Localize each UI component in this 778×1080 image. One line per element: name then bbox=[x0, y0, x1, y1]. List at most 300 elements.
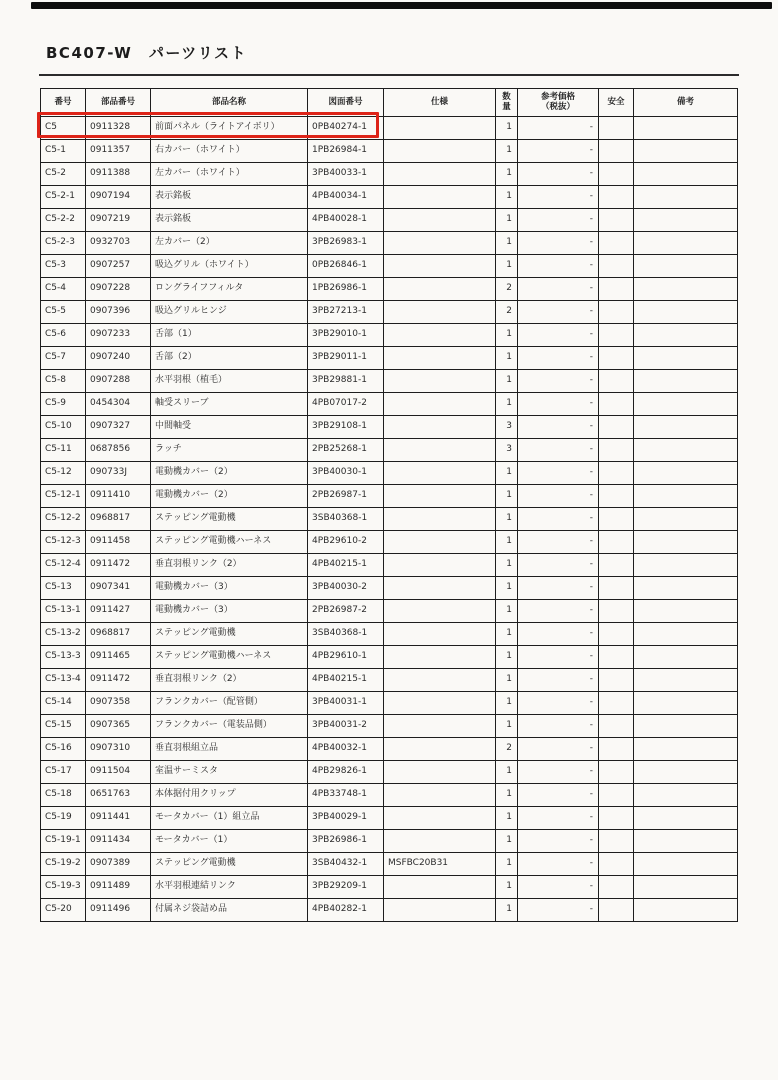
table-row bbox=[41, 301, 738, 324]
cell-remarks bbox=[634, 554, 738, 577]
cell-part-name: 垂直羽根リンク（2） bbox=[151, 669, 308, 692]
cell-drawing-number: 4PB40215-1 bbox=[308, 554, 384, 577]
cell-number: C5-12-4 bbox=[41, 554, 86, 577]
cell-drawing-number: 4PB07017-2 bbox=[308, 393, 384, 416]
cell-spec bbox=[384, 393, 496, 416]
cell-safety bbox=[599, 370, 634, 393]
cell-part-name: ステッピング電動機ハーネス bbox=[151, 646, 308, 669]
cell-part-name: 舌部（1） bbox=[151, 324, 308, 347]
cell-ref-price: - bbox=[518, 462, 599, 485]
cell-drawing-number: 3PB26986-1 bbox=[308, 830, 384, 853]
cell-spec: MSFBC20B31 bbox=[384, 853, 496, 876]
table-row bbox=[41, 761, 738, 784]
cell-ref-price: - bbox=[518, 577, 599, 600]
cell-quantity: 3 bbox=[496, 416, 518, 439]
table-row bbox=[41, 623, 738, 646]
cell-number: C5-11 bbox=[41, 439, 86, 462]
cell-drawing-number: 3PB40030-1 bbox=[308, 462, 384, 485]
cell-safety bbox=[599, 301, 634, 324]
cell-drawing-number: 3SB40368-1 bbox=[308, 508, 384, 531]
table-row bbox=[41, 577, 738, 600]
cell-spec bbox=[384, 784, 496, 807]
cell-ref-price: - bbox=[518, 163, 599, 186]
cell-ref-price: - bbox=[518, 761, 599, 784]
table-row bbox=[41, 807, 738, 830]
table-row bbox=[41, 899, 738, 922]
cell-spec bbox=[384, 232, 496, 255]
table-row bbox=[41, 439, 738, 462]
cell-number: C5-20 bbox=[41, 899, 86, 922]
cell-number: C5-6 bbox=[41, 324, 86, 347]
cell-quantity: 1 bbox=[496, 623, 518, 646]
cell-drawing-number: 4PB29826-1 bbox=[308, 761, 384, 784]
cell-spec bbox=[384, 715, 496, 738]
table-row bbox=[41, 600, 738, 623]
cell-part-name: 電動機カバー（3） bbox=[151, 577, 308, 600]
cell-ref-price: - bbox=[518, 531, 599, 554]
cell-number: C5-17 bbox=[41, 761, 86, 784]
cell-drawing-number: 3PB29209-1 bbox=[308, 876, 384, 899]
column-header-8: 安全 bbox=[599, 89, 634, 117]
cell-safety bbox=[599, 140, 634, 163]
cell-part-name: 水平羽根（植毛） bbox=[151, 370, 308, 393]
cell-remarks bbox=[634, 117, 738, 140]
cell-drawing-number: 4PB29610-1 bbox=[308, 646, 384, 669]
cell-quantity: 1 bbox=[496, 462, 518, 485]
column-header-3: 部品名称 bbox=[151, 89, 308, 117]
cell-safety bbox=[599, 462, 634, 485]
cell-part-number: 0907396 bbox=[86, 301, 151, 324]
cell-part-name: ステッピング電動機ハーネス bbox=[151, 531, 308, 554]
scan-top-black-bar bbox=[31, 2, 772, 9]
cell-safety bbox=[599, 876, 634, 899]
cell-ref-price: - bbox=[518, 646, 599, 669]
cell-quantity: 1 bbox=[496, 646, 518, 669]
cell-spec bbox=[384, 876, 496, 899]
cell-part-name: 左カバー（ホワイト） bbox=[151, 163, 308, 186]
table-row bbox=[41, 531, 738, 554]
cell-part-name: フランクカバー（配管側） bbox=[151, 692, 308, 715]
cell-spec bbox=[384, 577, 496, 600]
cell-quantity: 1 bbox=[496, 186, 518, 209]
cell-spec bbox=[384, 692, 496, 715]
cell-number: C5-10 bbox=[41, 416, 86, 439]
cell-remarks bbox=[634, 600, 738, 623]
cell-part-number: 0907219 bbox=[86, 209, 151, 232]
cell-remarks bbox=[634, 370, 738, 393]
table-row bbox=[41, 255, 738, 278]
table-row bbox=[41, 140, 738, 163]
table-row bbox=[41, 830, 738, 853]
cell-drawing-number: 4PB40028-1 bbox=[308, 209, 384, 232]
cell-part-name: ステッピング電動機 bbox=[151, 508, 308, 531]
cell-ref-price: - bbox=[518, 209, 599, 232]
cell-remarks bbox=[634, 140, 738, 163]
cell-number: C5-13-1 bbox=[41, 600, 86, 623]
cell-quantity: 1 bbox=[496, 508, 518, 531]
cell-remarks bbox=[634, 646, 738, 669]
cell-spec bbox=[384, 186, 496, 209]
cell-number: C5-12-3 bbox=[41, 531, 86, 554]
cell-quantity: 1 bbox=[496, 692, 518, 715]
cell-part-number: 0907228 bbox=[86, 278, 151, 301]
cell-safety bbox=[599, 278, 634, 301]
cell-quantity: 1 bbox=[496, 807, 518, 830]
cell-part-number: 0968817 bbox=[86, 508, 151, 531]
table-row bbox=[41, 508, 738, 531]
cell-safety bbox=[599, 600, 634, 623]
cell-drawing-number: 0PB40274-1 bbox=[308, 117, 384, 140]
cell-part-number: 0911434 bbox=[86, 830, 151, 853]
cell-safety bbox=[599, 692, 634, 715]
cell-part-number: 0911496 bbox=[86, 899, 151, 922]
cell-part-name: 軸受スリーブ bbox=[151, 393, 308, 416]
cell-quantity: 1 bbox=[496, 669, 518, 692]
cell-remarks bbox=[634, 738, 738, 761]
cell-remarks bbox=[634, 899, 738, 922]
cell-number: C5-15 bbox=[41, 715, 86, 738]
page-title: BC407-W パーツリスト bbox=[46, 44, 247, 62]
column-header-6: 数 量 bbox=[496, 89, 518, 117]
cell-number: C5-2 bbox=[41, 163, 86, 186]
cell-remarks bbox=[634, 715, 738, 738]
cell-part-name: ラッチ bbox=[151, 439, 308, 462]
cell-safety bbox=[599, 347, 634, 370]
cell-ref-price: - bbox=[518, 186, 599, 209]
cell-number: C5-13 bbox=[41, 577, 86, 600]
cell-remarks bbox=[634, 439, 738, 462]
cell-quantity: 1 bbox=[496, 485, 518, 508]
cell-safety bbox=[599, 646, 634, 669]
cell-number: C5-2-1 bbox=[41, 186, 86, 209]
cell-quantity: 1 bbox=[496, 255, 518, 278]
cell-part-name: 付属ネジ袋詰め品 bbox=[151, 899, 308, 922]
table-row bbox=[41, 853, 738, 876]
cell-number: C5-19 bbox=[41, 807, 86, 830]
cell-drawing-number: 1PB26984-1 bbox=[308, 140, 384, 163]
column-header-2: 部品番号 bbox=[86, 89, 151, 117]
cell-number: C5-1 bbox=[41, 140, 86, 163]
cell-part-number: 0687856 bbox=[86, 439, 151, 462]
cell-safety bbox=[599, 531, 634, 554]
cell-part-number: 0911458 bbox=[86, 531, 151, 554]
cell-quantity: 1 bbox=[496, 163, 518, 186]
cell-spec bbox=[384, 485, 496, 508]
column-header-5: 仕様 bbox=[384, 89, 496, 117]
cell-part-number: 0911441 bbox=[86, 807, 151, 830]
cell-part-name: 前面パネル（ライトアイボリ） bbox=[151, 117, 308, 140]
cell-ref-price: - bbox=[518, 416, 599, 439]
table-row bbox=[41, 278, 738, 301]
table-row bbox=[41, 646, 738, 669]
cell-safety bbox=[599, 508, 634, 531]
cell-part-name: 表示銘板 bbox=[151, 209, 308, 232]
cell-part-name: 中間軸受 bbox=[151, 416, 308, 439]
cell-part-name: モータカバー（1） bbox=[151, 830, 308, 853]
cell-part-name: 電動機カバー（2） bbox=[151, 485, 308, 508]
cell-ref-price: - bbox=[518, 899, 599, 922]
cell-safety bbox=[599, 761, 634, 784]
cell-part-number: 0907194 bbox=[86, 186, 151, 209]
cell-drawing-number: 4PB29610-2 bbox=[308, 531, 384, 554]
cell-quantity: 1 bbox=[496, 140, 518, 163]
cell-ref-price: - bbox=[518, 508, 599, 531]
column-header-9: 備考 bbox=[634, 89, 738, 117]
cell-ref-price: - bbox=[518, 623, 599, 646]
cell-ref-price: - bbox=[518, 232, 599, 255]
cell-remarks bbox=[634, 393, 738, 416]
cell-spec bbox=[384, 623, 496, 646]
cell-part-name: 吸込グリルヒンジ bbox=[151, 301, 308, 324]
cell-spec bbox=[384, 255, 496, 278]
cell-part-number: 0911504 bbox=[86, 761, 151, 784]
cell-remarks bbox=[634, 462, 738, 485]
cell-quantity: 1 bbox=[496, 853, 518, 876]
table-row bbox=[41, 876, 738, 899]
cell-drawing-number: 0PB26846-1 bbox=[308, 255, 384, 278]
cell-part-name: 舌部（2） bbox=[151, 347, 308, 370]
cell-drawing-number: 2PB26987-2 bbox=[308, 600, 384, 623]
table-row bbox=[41, 209, 738, 232]
cell-spec bbox=[384, 738, 496, 761]
column-header-4: 図面番号 bbox=[308, 89, 384, 117]
cell-part-name: ステッピング電動機 bbox=[151, 623, 308, 646]
cell-safety bbox=[599, 485, 634, 508]
cell-drawing-number: 3PB40029-1 bbox=[308, 807, 384, 830]
cell-drawing-number: 4PB40215-1 bbox=[308, 669, 384, 692]
cell-part-number: 0911388 bbox=[86, 163, 151, 186]
table-row bbox=[41, 669, 738, 692]
table-row bbox=[41, 117, 738, 140]
cell-spec bbox=[384, 554, 496, 577]
cell-quantity: 1 bbox=[496, 715, 518, 738]
cell-ref-price: - bbox=[518, 278, 599, 301]
cell-drawing-number: 3PB29010-1 bbox=[308, 324, 384, 347]
cell-remarks bbox=[634, 278, 738, 301]
cell-part-number: 0454304 bbox=[86, 393, 151, 416]
cell-part-number: 0911357 bbox=[86, 140, 151, 163]
cell-ref-price: - bbox=[518, 347, 599, 370]
cell-ref-price: - bbox=[518, 600, 599, 623]
cell-drawing-number: 4PB40032-1 bbox=[308, 738, 384, 761]
title-underline-rule bbox=[39, 74, 739, 76]
cell-part-number: 090733J bbox=[86, 462, 151, 485]
cell-quantity: 3 bbox=[496, 439, 518, 462]
cell-number: C5-12-2 bbox=[41, 508, 86, 531]
cell-drawing-number: 2PB25268-1 bbox=[308, 439, 384, 462]
cell-drawing-number: 3SB40432-1 bbox=[308, 853, 384, 876]
table-row bbox=[41, 186, 738, 209]
cell-safety bbox=[599, 393, 634, 416]
cell-spec bbox=[384, 416, 496, 439]
cell-safety bbox=[599, 255, 634, 278]
cell-drawing-number: 3PB29881-1 bbox=[308, 370, 384, 393]
table-header-row bbox=[41, 89, 738, 117]
cell-quantity: 1 bbox=[496, 117, 518, 140]
cell-number: C5-5 bbox=[41, 301, 86, 324]
cell-number: C5-18 bbox=[41, 784, 86, 807]
table-row bbox=[41, 393, 738, 416]
cell-spec bbox=[384, 462, 496, 485]
cell-ref-price: - bbox=[518, 807, 599, 830]
cell-quantity: 1 bbox=[496, 393, 518, 416]
cell-remarks bbox=[634, 669, 738, 692]
cell-part-number: 0911472 bbox=[86, 669, 151, 692]
cell-part-number: 0911410 bbox=[86, 485, 151, 508]
cell-drawing-number: 3PB26983-1 bbox=[308, 232, 384, 255]
cell-number: C5-13-2 bbox=[41, 623, 86, 646]
cell-drawing-number: 3PB29108-1 bbox=[308, 416, 384, 439]
cell-number: C5-13-4 bbox=[41, 669, 86, 692]
cell-part-number: 0907288 bbox=[86, 370, 151, 393]
cell-number: C5-3 bbox=[41, 255, 86, 278]
cell-safety bbox=[599, 738, 634, 761]
table-row bbox=[41, 347, 738, 370]
table-row bbox=[41, 462, 738, 485]
cell-number: C5-7 bbox=[41, 347, 86, 370]
cell-drawing-number: 4PB40282-1 bbox=[308, 899, 384, 922]
table-row bbox=[41, 554, 738, 577]
cell-part-number: 0907310 bbox=[86, 738, 151, 761]
cell-remarks bbox=[634, 301, 738, 324]
cell-quantity: 1 bbox=[496, 347, 518, 370]
table-header bbox=[41, 89, 738, 117]
cell-quantity: 2 bbox=[496, 278, 518, 301]
cell-remarks bbox=[634, 853, 738, 876]
table-row bbox=[41, 416, 738, 439]
table-row bbox=[41, 692, 738, 715]
cell-spec bbox=[384, 508, 496, 531]
cell-quantity: 1 bbox=[496, 899, 518, 922]
cell-safety bbox=[599, 577, 634, 600]
cell-part-name: 表示銘板 bbox=[151, 186, 308, 209]
cell-spec bbox=[384, 761, 496, 784]
cell-part-number: 0907358 bbox=[86, 692, 151, 715]
cell-number: C5-8 bbox=[41, 370, 86, 393]
cell-part-number: 0911328 bbox=[86, 117, 151, 140]
cell-quantity: 1 bbox=[496, 784, 518, 807]
cell-safety bbox=[599, 899, 634, 922]
cell-spec bbox=[384, 646, 496, 669]
cell-drawing-number: 3PB40030-2 bbox=[308, 577, 384, 600]
cell-number: C5-2-2 bbox=[41, 209, 86, 232]
cell-spec bbox=[384, 324, 496, 347]
cell-quantity: 2 bbox=[496, 301, 518, 324]
cell-part-name: 室温サーミスタ bbox=[151, 761, 308, 784]
cell-part-name: モータカバー（1）組立品 bbox=[151, 807, 308, 830]
cell-part-number: 0907233 bbox=[86, 324, 151, 347]
table-row bbox=[41, 232, 738, 255]
cell-part-name: 右カバー（ホワイト） bbox=[151, 140, 308, 163]
table-row bbox=[41, 784, 738, 807]
cell-part-number: 0651763 bbox=[86, 784, 151, 807]
cell-spec bbox=[384, 347, 496, 370]
cell-drawing-number: 3PB40033-1 bbox=[308, 163, 384, 186]
cell-ref-price: - bbox=[518, 554, 599, 577]
cell-part-number: 0911465 bbox=[86, 646, 151, 669]
cell-drawing-number: 3PB27213-1 bbox=[308, 301, 384, 324]
cell-number: C5-2-3 bbox=[41, 232, 86, 255]
cell-remarks bbox=[634, 347, 738, 370]
cell-remarks bbox=[634, 577, 738, 600]
table-row bbox=[41, 163, 738, 186]
cell-remarks bbox=[634, 876, 738, 899]
cell-number: C5-4 bbox=[41, 278, 86, 301]
cell-ref-price: - bbox=[518, 324, 599, 347]
cell-spec bbox=[384, 830, 496, 853]
cell-number: C5-14 bbox=[41, 692, 86, 715]
cell-part-name: 垂直羽根リンク（2） bbox=[151, 554, 308, 577]
cell-part-number: 0907327 bbox=[86, 416, 151, 439]
cell-part-name: ロングライフフィルタ bbox=[151, 278, 308, 301]
cell-remarks bbox=[634, 508, 738, 531]
cell-part-name: 電動機カバー（2） bbox=[151, 462, 308, 485]
cell-part-name: 水平羽根連結リンク bbox=[151, 876, 308, 899]
cell-spec bbox=[384, 301, 496, 324]
cell-part-name: フランクカバー（電装品側） bbox=[151, 715, 308, 738]
cell-ref-price: - bbox=[518, 255, 599, 278]
cell-part-name: 左カバー（2） bbox=[151, 232, 308, 255]
cell-part-number: 0932703 bbox=[86, 232, 151, 255]
cell-quantity: 1 bbox=[496, 554, 518, 577]
cell-spec bbox=[384, 163, 496, 186]
cell-quantity: 2 bbox=[496, 738, 518, 761]
cell-ref-price: - bbox=[518, 830, 599, 853]
cell-remarks bbox=[634, 485, 738, 508]
cell-ref-price: - bbox=[518, 738, 599, 761]
cell-safety bbox=[599, 416, 634, 439]
cell-quantity: 1 bbox=[496, 600, 518, 623]
cell-safety bbox=[599, 623, 634, 646]
cell-quantity: 1 bbox=[496, 830, 518, 853]
cell-part-name: ステッピング電動機 bbox=[151, 853, 308, 876]
cell-safety bbox=[599, 669, 634, 692]
cell-drawing-number: 1PB26986-1 bbox=[308, 278, 384, 301]
cell-ref-price: - bbox=[518, 301, 599, 324]
cell-safety bbox=[599, 807, 634, 830]
cell-remarks bbox=[634, 209, 738, 232]
cell-safety bbox=[599, 209, 634, 232]
cell-spec bbox=[384, 531, 496, 554]
cell-safety bbox=[599, 324, 634, 347]
cell-safety bbox=[599, 186, 634, 209]
cell-number: C5-13-3 bbox=[41, 646, 86, 669]
cell-ref-price: - bbox=[518, 485, 599, 508]
cell-ref-price: - bbox=[518, 715, 599, 738]
cell-remarks bbox=[634, 163, 738, 186]
cell-quantity: 1 bbox=[496, 232, 518, 255]
cell-number: C5-16 bbox=[41, 738, 86, 761]
cell-drawing-number: 3SB40368-1 bbox=[308, 623, 384, 646]
cell-spec bbox=[384, 140, 496, 163]
cell-quantity: 1 bbox=[496, 876, 518, 899]
table-body bbox=[41, 117, 738, 922]
cell-remarks bbox=[634, 416, 738, 439]
cell-quantity: 1 bbox=[496, 324, 518, 347]
cell-spec bbox=[384, 278, 496, 301]
cell-safety bbox=[599, 554, 634, 577]
cell-drawing-number: 3PB40031-1 bbox=[308, 692, 384, 715]
table-row bbox=[41, 715, 738, 738]
cell-number: C5-19-1 bbox=[41, 830, 86, 853]
cell-remarks bbox=[634, 830, 738, 853]
cell-ref-price: - bbox=[518, 140, 599, 163]
table-row bbox=[41, 485, 738, 508]
cell-drawing-number: 4PB33748-1 bbox=[308, 784, 384, 807]
cell-ref-price: - bbox=[518, 784, 599, 807]
cell-part-name: 垂直羽根組立品 bbox=[151, 738, 308, 761]
cell-number: C5-12 bbox=[41, 462, 86, 485]
